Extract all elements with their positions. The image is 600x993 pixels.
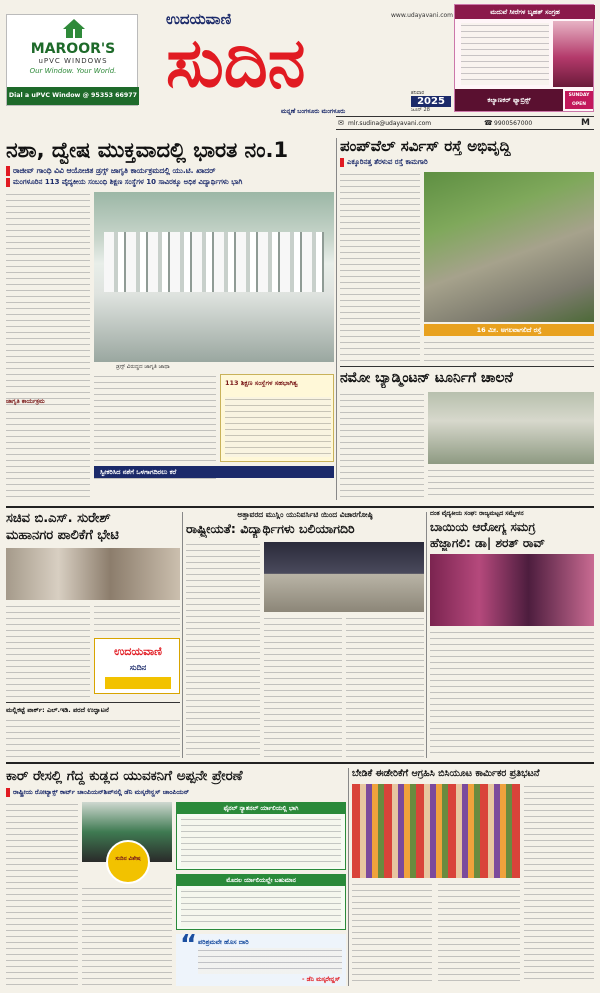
kart-headline[interactable]: ಕಾರ್ ರೇಸಲ್ಲಿ ಗೆದ್ದ ಕುಡ್ಲದ ಯುವಕನಿಗೆ ಅಪ್ಪನೇ ಪ್ರೇರಣೆ	[6, 768, 243, 784]
attavar-headline-1: ಅತ್ತಾವರದ ಮುಸ್ಲಿಂ ಯುನಿವರ್ಸಿಟಿ ಯಿಂದ ವಿಚಾರಗೋಷ್ಠಿ	[237, 510, 373, 519]
site-url[interactable]: www.udayavani.com	[391, 12, 454, 19]
protest-text-col-2	[352, 882, 432, 984]
phone-icon: ☎	[484, 119, 493, 127]
badminton-photo[interactable]	[428, 392, 594, 464]
badminton-text-col	[340, 392, 424, 498]
park-headline[interactable]: ಮಲ್ಲಿಕಟ್ಟೆ ಪಾರ್ಕ್: ಎಲ್.ಇಡಿ. ಪರದೆ ಉದ್ಘಾಟನೆ	[6, 706, 109, 714]
dental-headline-small: ದಂತ ವೈದ್ಯಕೀಯ ಸಂಘ: ರಾಜ್ಯಮಟ್ಟದ ಸಮ್ಮೇಳನ	[430, 510, 524, 517]
kart-box-2-title: ಮೊದಲ ರ್ಯಾಲಿಯಲ್ಲೇ ಬಹುಮಾನ	[177, 875, 345, 886]
dental-photo[interactable]	[430, 554, 594, 626]
park-text	[6, 718, 180, 758]
contact-strip	[336, 116, 594, 130]
promo-title: ಉದಯವಾಣಿ	[114, 645, 162, 658]
attavar-text-col-3	[346, 616, 424, 758]
contact-phone[interactable]: 9900567000	[494, 120, 533, 127]
protest-photo[interactable]	[352, 784, 520, 878]
lead-subhead: ಜಾಗೃತಿ ಕಾರ್ಯಕ್ರಮ	[6, 398, 45, 405]
lead-kicker-2: ಮಂಗಳೂರಿನ 113 ವೈದ್ಯಕೀಯ ಸಂಬಂಧಿ ಶಿಕ್ಷಣ ಸಂಸ್ಥೆಗಳ 10 ಸಾವಿರಕ್ಕೂ ಅಧಿಕ ವಿದ್ಯಾರ್ಥಿಗಳು ಭಾಗಿ	[6, 178, 334, 187]
pumpwell-photo[interactable]	[424, 172, 594, 322]
pumpwell-strip: 16 ಮೀ. ಅಗಲವಾಗಲಿದೆ ರಸ್ತೆ	[424, 324, 594, 336]
lead-kicker-1: ರಾಜೀವ್ ಗಾಂಧಿ ವಿವಿ ಆಯೋಜಿತ ಡ್ರಗ್ಸ್ ಜಾಗೃತಿ ಕಾರ್ಯಕ್ರಮದಲ್ಲಿ ಯು.ಟಿ. ಖಾದರ್	[6, 166, 334, 176]
attavar-headline-2[interactable]: ರಾಷ್ಟ್ರೀಯತೆ: ವಿದ್ಯಾರ್ಥಿಗಳು ಬಲಿಯಾಗದಿರಿ	[186, 521, 355, 536]
lead-inset-title: 113 ಶಿಕ್ಷಣ ಸಂಸ್ಥೆಗಳ ಸಹಭಾಗಿತ್ವ	[225, 379, 298, 387]
house-logo-icon	[63, 19, 85, 39]
ad-model-photo	[553, 21, 593, 87]
sudina-title: ಸುದಿನ	[166, 24, 306, 103]
lead-callout: ಸ್ವೀಕರಿಸಿದ ನಶೆಗೆ ಒಳಗಾಗದಿರಲು ಕರೆ	[94, 466, 334, 478]
kart-quote-title: ಪರಿಶ್ರಮವೇ ಹೊಸ ದಾರಿ	[198, 938, 249, 946]
kart-text-col	[6, 802, 78, 986]
story-kart	[6, 766, 346, 988]
contact-email[interactable]: mlr.sudina@udayavani.com	[348, 120, 432, 127]
promo-sub: ಸುದಿನ	[129, 663, 147, 672]
kart-badge-text: ಸುದಿನ ವಿಶೇಷ	[115, 856, 141, 862]
story-pumpwell	[340, 136, 594, 364]
kart-badge	[106, 840, 150, 884]
suresh-headline-1[interactable]: ಸಚಿವ ಬಿ.ಎಸ್. ಸುರೇಶ್	[6, 511, 111, 526]
maroor-ad[interactable]	[6, 14, 138, 106]
suresh-text-col	[6, 604, 90, 700]
kart-text-col-2	[82, 886, 172, 986]
maroor-brand: MAROOR'S	[30, 41, 116, 57]
badminton-text-col-2	[428, 468, 594, 498]
badminton-headline[interactable]: ನಮೋ ಬ್ಯಾಡ್ಮಿಂಟನ್ ಟೂರ್ನಿಗೆ ಚಾಲನೆ	[340, 370, 513, 386]
masthead-tagline: ಮನ್ನಣೆ ಬಂಗಳೂರು ಮಂಗಳೂರು	[281, 108, 346, 115]
suresh-text-col-2	[94, 604, 180, 634]
protest-text-col	[524, 784, 594, 984]
lead-text-col-1	[6, 192, 90, 406]
kart-quote	[176, 930, 346, 986]
date-line: ಜೂನ್ 28	[411, 107, 430, 113]
edition-letter: M	[581, 118, 590, 128]
story-dental	[430, 510, 594, 760]
ad-product-list	[461, 23, 549, 85]
dental-headline-2[interactable]: ಹೆಜ್ಜಾಗಲಿ: ಡಾ| ಶರತ್ ರಾವ್	[430, 536, 545, 550]
maroor-slogan: Our Window. Your World.	[29, 67, 117, 75]
ad-shop: ಕಲ್ಯಾಣಕರ್ ಫ್ಯಾಬ್ರಿಕ್ಸ್	[455, 89, 563, 111]
kalyanakar-ad[interactable]	[454, 4, 594, 112]
ad-badge: SUNDAY OPEN	[565, 91, 593, 109]
lead-story	[6, 136, 334, 504]
kart-quote-author: - ಡೆನಿ ಮಸ್ಕರೇನ್ಹಸ್	[302, 976, 340, 983]
ad-headline: ಮದುವೆ ಸೀರೆಗಳ ಬೃಹತ್ ಸಂಗ್ರಹ	[455, 5, 595, 19]
pumpwell-headline[interactable]: ಪಂಪ್‌ವೆಲ್ ಸರ್ವಿಸ್ ರಸ್ತೆ ಅಭಿವೃದ್ಧಿ	[340, 137, 511, 155]
lead-headline[interactable]: ನಶಾ, ದ್ವೇಷ ಮುಕ್ತವಾದಲ್ಲಿ ಭಾರತ ನಂ.1	[6, 138, 289, 162]
kart-box-2	[176, 874, 346, 930]
suresh-photo[interactable]	[6, 548, 180, 600]
lead-photo-caption: ಡ್ರಗ್ಸ್ ವಿರುದ್ಧದ ಜಾಗೃತಿ ಜಾಥಾ	[116, 364, 170, 370]
kart-kicker: ರಾಷ್ಟ್ರೀಯ ರೋಟ್ಯಾಕ್ಸ್ ಕಾರ್ಟ್ ಚಾಂಪಿಯನ್‌ಶಿಪ್‌ನಲ್ಲಿ ಡೆನಿ ಮಸ್ಕರೇನ್ಹಸ್ ಚಾಂಪಿಯನ್	[6, 788, 346, 797]
lead-text-col-3	[6, 410, 90, 500]
masthead	[6, 4, 594, 136]
dental-text	[430, 630, 594, 758]
dental-headline-1[interactable]: ಬಾಯಿಯ ಆರೋಗ್ಯ ಸಮಗ್ರ	[430, 520, 536, 534]
story-badminton	[340, 368, 594, 500]
lead-photo[interactable]	[94, 192, 334, 362]
maroor-line2: uPVC WINDOWS	[38, 57, 108, 65]
pumpwell-text-col-2	[424, 340, 594, 362]
kart-box-1-title: ಫೈನಲ್ ನ್ಯಾಶನಲ್ ರ್ಯಾಲಿಯಲ್ಲಿ ಭಾಗಿ	[177, 803, 345, 814]
story-protest	[352, 766, 594, 988]
attavar-photo[interactable]	[264, 542, 424, 612]
story-attavar	[186, 510, 424, 760]
protest-headline[interactable]: ಬೇಡಿಕೆ ಈಡೇರಿಕೆಗೆ ಆಗ್ರಹಿಸಿ ಬಿಸಿಯೂಟ ಕಾರ್ಮಿಕರ ಪ್ರತಿಭಟನೆ	[352, 768, 540, 779]
pumpwell-text-col	[340, 172, 420, 362]
quote-mark-icon: “	[180, 930, 198, 960]
protest-text-col-3	[438, 882, 520, 984]
brand-kannada: ಉದಯವಾಣಿ	[166, 10, 232, 28]
lead-text-col-2	[94, 374, 216, 480]
attavar-text-col	[186, 542, 260, 758]
suresh-headline-2[interactable]: ಮಹಾನಗರ ಪಾಲಿಕೆಗೆ ಭೇಟಿ	[6, 528, 119, 543]
kart-box-1	[176, 802, 346, 870]
maroor-dial: Dial a uPVC Window @ 95353 66977	[7, 87, 139, 105]
date-year: 2025	[411, 96, 451, 107]
story-suresh	[6, 510, 180, 760]
date-day: ಶನಿವಾರ	[411, 90, 425, 96]
pumpwell-kicker: ಎಕ್ಕೂರಿನತ್ತ ತೆರಳುವ ರಸ್ತೆ ಕಾಮಗಾರಿ	[340, 158, 594, 167]
email-icon: ✉	[338, 119, 344, 127]
sudina-promo[interactable]	[94, 638, 180, 694]
lead-inset	[220, 374, 334, 462]
attavar-text-col-2	[264, 616, 342, 758]
